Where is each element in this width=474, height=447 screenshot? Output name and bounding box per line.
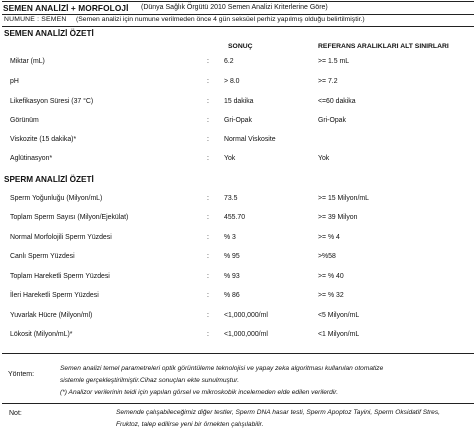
row-separator: : bbox=[207, 78, 209, 85]
method-line-2: sistemle gerçekleştirilmiştir.Cihaz sonuçları ekte sunulmuştur. bbox=[60, 377, 240, 384]
method-label: Yöntem: bbox=[8, 371, 35, 378]
row-result: 6.2 bbox=[224, 58, 234, 65]
row-reference: >= 15 Milyon/mL bbox=[318, 195, 369, 202]
row-separator: : bbox=[207, 214, 209, 221]
row-reference: >= % 32 bbox=[318, 292, 344, 299]
row-label: pH bbox=[10, 78, 19, 85]
table-row bbox=[0, 117, 474, 127]
report-subtitle: (Dünya Sağlık Örgütü 2010 Semen Analizi Kriterlerine Göre) bbox=[141, 4, 328, 11]
report-title: SEMEN ANALİZİ + MORFOLOJİ bbox=[3, 3, 129, 13]
row-result: Gri-Opak bbox=[224, 117, 252, 124]
table-row bbox=[0, 58, 474, 68]
row-result: <1,000,000/ml bbox=[224, 312, 268, 319]
row-result: Normal Viskosite bbox=[224, 136, 276, 143]
table-row bbox=[0, 292, 474, 302]
row-reference: Gri-Opak bbox=[318, 117, 346, 124]
row-label: Aglütinasyon* bbox=[10, 155, 53, 162]
row-label: Toplam Sperm Sayısı (Milyon/Ejekülat) bbox=[10, 214, 129, 221]
row-label: Miktar (mL) bbox=[10, 58, 45, 65]
row-label: Görünüm bbox=[10, 117, 39, 124]
sample-note: (Semen analizi için numune verilmeden önce 4 gün seksüel perhiz yapılmış olduğu belirtilmiştir.) bbox=[76, 16, 365, 23]
row-reference: >= 1.5 mL bbox=[318, 58, 350, 65]
row-result: 455.70 bbox=[224, 214, 246, 221]
row-separator: : bbox=[207, 312, 209, 319]
table-row bbox=[0, 234, 474, 244]
table-row bbox=[0, 331, 474, 341]
row-label: Toplam Hareketli Sperm Yüzdesi bbox=[10, 273, 110, 280]
row-separator: : bbox=[207, 195, 209, 202]
row-separator: : bbox=[207, 136, 209, 143]
sperm-section-title: SPERM ANALİZİ ÖZETİ bbox=[4, 175, 94, 184]
row-result: % 3 bbox=[224, 234, 236, 241]
row-label: Viskozite (15 dakika)* bbox=[10, 136, 77, 143]
row-result: % 93 bbox=[224, 273, 240, 280]
sample-label: NUMUNE : SEMEN bbox=[4, 16, 67, 23]
sample-divider bbox=[2, 26, 474, 27]
row-reference: Yok bbox=[318, 155, 330, 162]
row-result: % 86 bbox=[224, 292, 240, 299]
row-separator: : bbox=[207, 117, 209, 124]
table-bottom-border bbox=[2, 353, 474, 354]
table-row bbox=[0, 312, 474, 322]
note-line-1: Semende çalışabileceğimiz diğer testler, Sperm DNA hasar testi, Sperm Apoptoz Tayini, Sperm Oksidatif Stres, bbox=[116, 409, 440, 416]
row-separator: : bbox=[207, 292, 209, 299]
table-row bbox=[0, 273, 474, 283]
table-row bbox=[0, 253, 474, 263]
note-line-2: Fruktoz, talep edilirse yeni bir örnekten çalışılabilir. bbox=[116, 421, 264, 428]
table-row bbox=[0, 78, 474, 88]
row-separator: : bbox=[207, 331, 209, 338]
row-reference: >= 7.2 bbox=[318, 78, 338, 85]
row-separator: : bbox=[207, 155, 209, 162]
row-reference: >= % 40 bbox=[318, 273, 344, 280]
row-result: 73.5 bbox=[224, 195, 238, 202]
row-label: Canlı Sperm Yüzdesi bbox=[10, 253, 75, 260]
row-label: Sperm Yoğunluğu (Milyon/mL) bbox=[10, 195, 103, 202]
row-reference: >= 39 Milyon bbox=[318, 214, 358, 221]
row-reference: >%58 bbox=[318, 253, 336, 260]
table-row bbox=[0, 155, 474, 165]
row-reference: <5 Milyon/mL bbox=[318, 312, 360, 319]
row-label: Yuvarlak Hücre (Milyon/ml) bbox=[10, 312, 93, 319]
row-result: > 8.0 bbox=[224, 78, 240, 85]
top-border bbox=[2, 1, 474, 2]
row-result: 15 dakika bbox=[224, 98, 254, 105]
method-line-3: (*) Analizor verilerinin teidi için yapılan görsel ve mikroskobik incelemeden elde edilen verilerdir. bbox=[60, 389, 339, 396]
row-result: Yok bbox=[224, 155, 236, 162]
table-row bbox=[0, 136, 474, 146]
table-row bbox=[0, 98, 474, 108]
row-reference: >= % 4 bbox=[318, 234, 340, 241]
row-result: <1,000,000/ml bbox=[224, 331, 268, 338]
row-separator: : bbox=[207, 253, 209, 260]
title-divider bbox=[2, 14, 474, 15]
row-label: İleri Hareketli Sperm Yüzdesi bbox=[10, 292, 99, 299]
method-line-1: Semen analizi temel parametreleri optik görüntüleme teknolojisi ve yapay zeka algoritması kullanılan otomatize bbox=[60, 365, 384, 372]
result-column-header: SONUÇ bbox=[228, 43, 253, 50]
note-divider bbox=[2, 403, 474, 404]
row-reference: <=60 dakika bbox=[318, 98, 356, 105]
note-label: Not: bbox=[9, 410, 22, 417]
row-separator: : bbox=[207, 234, 209, 241]
table-row bbox=[0, 195, 474, 205]
semen-section-title: SEMEN ANALİZİ ÖZETİ bbox=[4, 29, 94, 38]
row-result: % 95 bbox=[224, 253, 240, 260]
row-label: Normal Morfolojili Sperm Yüzdesi bbox=[10, 234, 112, 241]
row-label: Lökosit (Milyon/mL)* bbox=[10, 331, 73, 338]
row-reference: <1 Milyon/mL bbox=[318, 331, 360, 338]
row-separator: : bbox=[207, 58, 209, 65]
row-label: Likefikasyon Süresi (37 °C) bbox=[10, 98, 94, 105]
table-row bbox=[0, 214, 474, 224]
reference-column-header: REFERANS ARALIKLARI ALT SINIRLARI bbox=[318, 43, 449, 50]
row-separator: : bbox=[207, 98, 209, 105]
row-separator: : bbox=[207, 273, 209, 280]
